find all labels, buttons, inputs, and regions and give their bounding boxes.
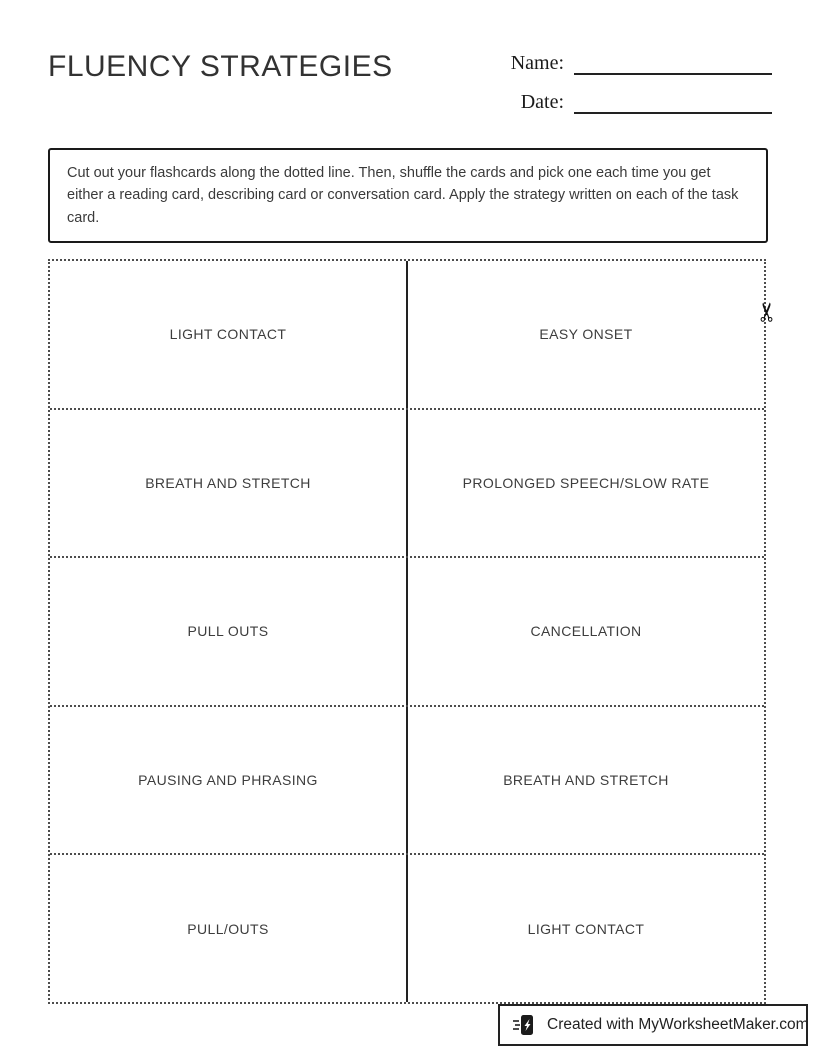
card-label: PAUSING AND PHRASING <box>138 772 318 789</box>
date-line <box>574 89 772 114</box>
flashcard <box>50 855 408 1002</box>
name-field-row <box>500 50 772 75</box>
flashcard <box>50 558 408 705</box>
card-label: LIGHT CONTACT <box>169 326 287 343</box>
date-field-row <box>500 89 772 114</box>
footer-badge <box>498 1004 808 1046</box>
flashcard-grid <box>48 259 766 1004</box>
footer-text: Created with MyWorksheetMaker.com <box>547 1016 809 1033</box>
flashcard <box>50 410 408 557</box>
card-row <box>50 558 764 707</box>
card-label: CANCELLATION <box>530 623 642 640</box>
instructions-box <box>48 148 768 243</box>
card-label: PULL/OUTS <box>187 920 269 937</box>
card-row <box>50 410 764 559</box>
card-row <box>50 707 764 856</box>
flashcard <box>408 410 764 557</box>
flashcard <box>50 707 408 854</box>
instructions-text: Cut out your flashcards along the dotted line. Then, shuffle the cards and pick one each time you get either a reading card, describing card or conversation card. Apply the strategy written on each of the task card. <box>67 165 739 226</box>
worksheet-maker-logo-icon <box>512 1012 538 1038</box>
name-label: Name: <box>510 52 564 74</box>
name-line <box>574 50 772 75</box>
date-label: Date: <box>520 91 564 113</box>
card-label: LIGHT CONTACT <box>527 920 645 937</box>
page-title: FLUENCY STRATEGIES <box>48 50 393 83</box>
flashcard <box>50 261 408 408</box>
flashcard <box>408 855 764 1002</box>
flashcard <box>408 261 764 408</box>
flashcard <box>408 558 764 705</box>
flashcard <box>408 707 764 854</box>
card-row <box>50 855 764 1002</box>
name-date-block <box>500 50 772 114</box>
card-label: PULL OUTS <box>187 623 269 640</box>
card-label: BREATH AND STRETCH <box>503 772 669 789</box>
card-row <box>50 261 764 410</box>
card-label: PROLONGED SPEECH/SLOW RATE <box>462 474 710 491</box>
scissors-icon: ✂ <box>752 301 783 323</box>
card-label: EASY ONSET <box>539 326 633 343</box>
card-label: BREATH AND STRETCH <box>145 474 311 491</box>
